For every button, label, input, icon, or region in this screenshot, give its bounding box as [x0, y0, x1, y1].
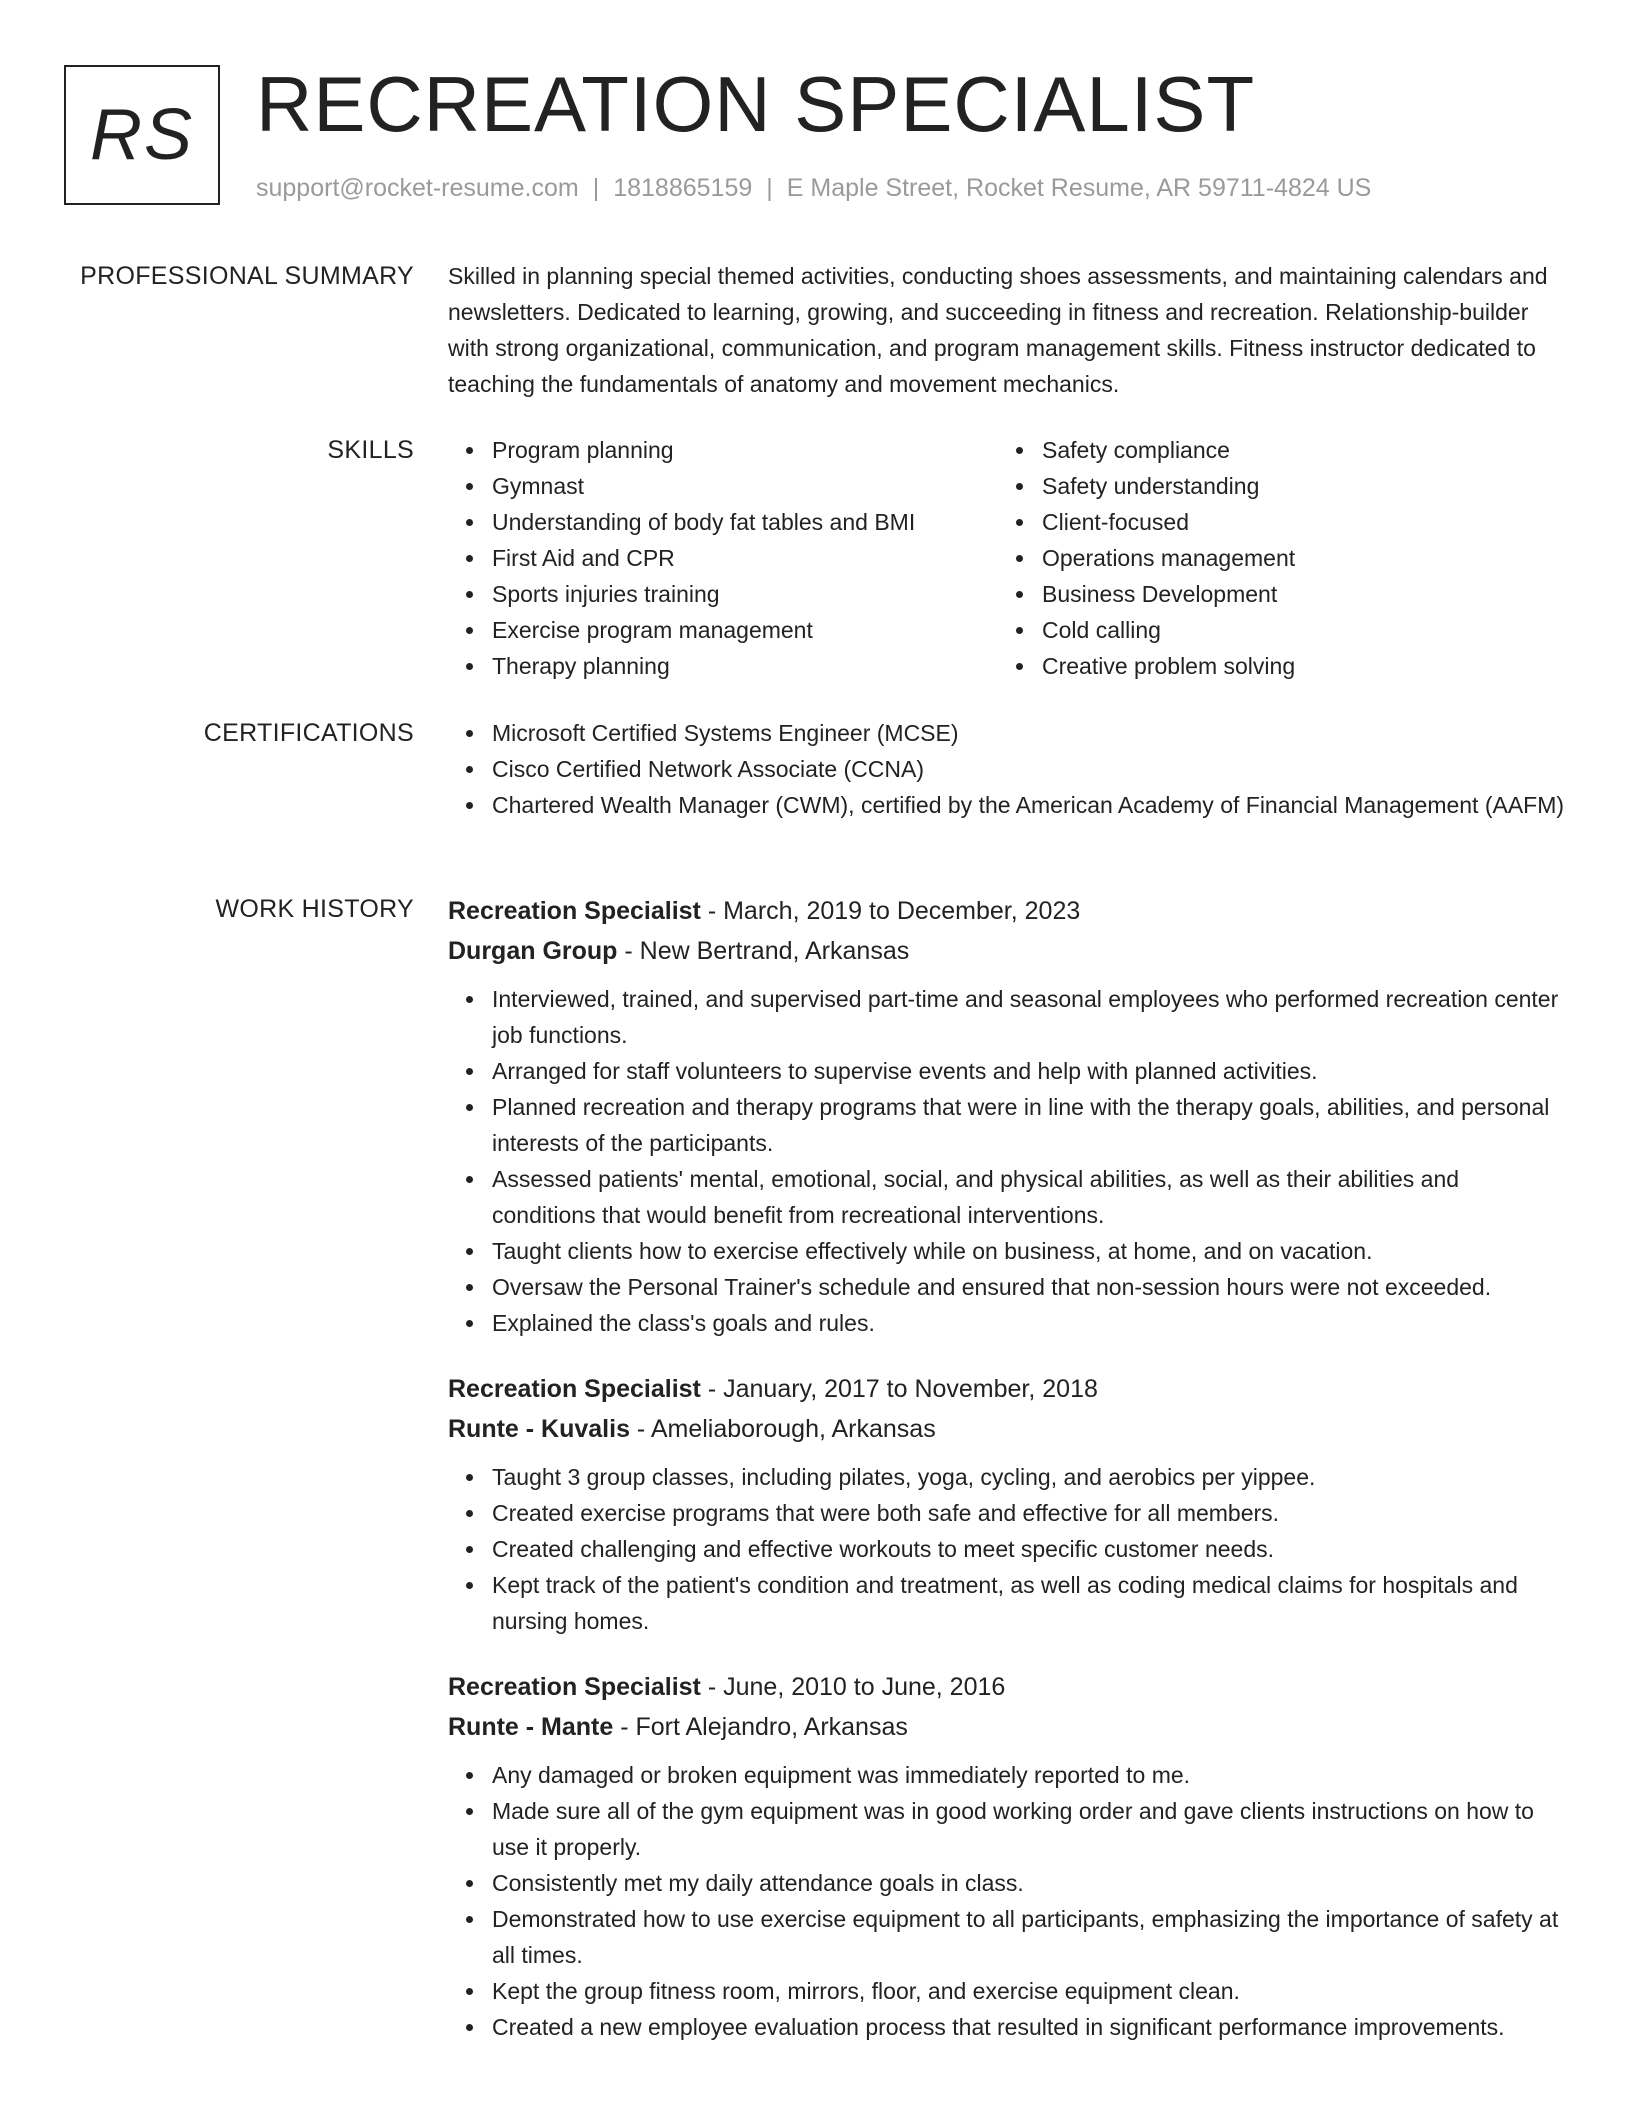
job-duty-item: Planned recreation and therapy programs that were in line with the therapy goals, abilities, and personal interests of the participants.	[448, 1089, 1568, 1161]
section-heading-certifications: CERTIFICATIONS	[203, 719, 414, 747]
certification-item: Cisco Certified Network Associate (CCNA)	[448, 751, 1568, 787]
job-entry	[448, 1667, 1568, 2045]
job-company-line	[448, 1409, 1568, 1449]
skill-item: Safety understanding	[998, 468, 1548, 504]
job-duty-item: Taught 3 group classes, including pilates, yoga, cycling, and aerobics per yippee.	[448, 1459, 1568, 1495]
section-heading-skills: SKILLS	[327, 436, 414, 464]
work-history-body	[448, 891, 1568, 2073]
resume-title: RECREATION SPECIALIST	[256, 60, 1256, 148]
section-heading-work-history: WORK HISTORY	[215, 895, 414, 923]
section-heading-summary: PROFESSIONAL SUMMARY	[80, 262, 414, 290]
skills-list-left	[448, 432, 998, 684]
job-duty-item: Explained the class's goals and rules.	[448, 1305, 1568, 1341]
job-title-line	[448, 1369, 1568, 1409]
contact-separator: |	[766, 174, 773, 202]
skill-item: Cold calling	[998, 612, 1548, 648]
job-location: - Ameliaborough, Arkansas	[629, 1415, 936, 1443]
job-company: Runte - Kuvalis	[448, 1415, 630, 1443]
skill-item: Program planning	[448, 432, 998, 468]
certification-item: Chartered Wealth Manager (CWM), certified by the American Academy of Financial Management (AAFM)	[448, 787, 1568, 823]
certification-item: Microsoft Certified Systems Engineer (MCSE)	[448, 715, 1568, 751]
job-duties-list	[448, 1459, 1568, 1639]
job-duty-item: Any damaged or broken equipment was immediately reported to me.	[448, 1757, 1568, 1793]
skill-item: Gymnast	[448, 468, 998, 504]
contact-phone[interactable]: 1818865159	[613, 174, 753, 202]
job-duty-item: Demonstrated how to use exercise equipment to all participants, emphasizing the importance of safety at all times.	[448, 1901, 1568, 1973]
job-duty-item: Created a new employee evaluation process that resulted in significant performance improvements.	[448, 2009, 1568, 2045]
skill-item: Understanding of body fat tables and BMI	[448, 504, 998, 540]
job-duties-list	[448, 981, 1568, 1341]
skill-item: Therapy planning	[448, 648, 998, 684]
job-title: Recreation Specialist	[448, 897, 701, 925]
resume-header	[64, 60, 1584, 211]
certifications-body	[448, 715, 1568, 823]
job-duties-list	[448, 1757, 1568, 2045]
job-dates: - March, 2019 to December, 2023	[700, 897, 1081, 925]
job-company: Durgan Group	[448, 937, 618, 965]
contact-email[interactable]: support@rocket-resume.com	[256, 174, 579, 202]
skills-column-left	[448, 432, 998, 684]
skills-body	[448, 432, 1568, 684]
skill-item: Sports injuries training	[448, 576, 998, 612]
summary-body	[448, 258, 1568, 402]
job-duty-item: Arranged for staff volunteers to supervise events and help with planned activities.	[448, 1053, 1568, 1089]
job-duty-item: Made sure all of the gym equipment was in good working order and gave clients instructions on how to use it properly.	[448, 1793, 1568, 1865]
job-duty-item: Assessed patients' mental, emotional, social, and physical abilities, as well as their abilities and conditions that would benefit from recreational interventions.	[448, 1161, 1568, 1233]
job-dates: - June, 2010 to June, 2016	[700, 1673, 1006, 1701]
job-duty-item: Created exercise programs that were both safe and effective for all members.	[448, 1495, 1568, 1531]
monogram-badge: RS	[64, 65, 220, 205]
skill-item: First Aid and CPR	[448, 540, 998, 576]
job-company: Runte - Mante	[448, 1713, 614, 1741]
job-duty-item: Kept the group fitness room, mirrors, floor, and exercise equipment clean.	[448, 1973, 1568, 2009]
summary-text: Skilled in planning special themed activities, conducting shoes assessments, and maintaining calendars and newsletters. Dedicated to learning, growing, and succeeding in fitness and recreation. Relationship-builder with strong organizational, communication, and program management skills. Fitness instructor dedicated to teaching the fundamentals of anatomy and movement mechanics.	[448, 263, 1548, 397]
skills-list-right	[998, 432, 1548, 684]
contact-address: E Maple Street, Rocket Resume, AR 59711-4824 US	[786, 174, 1372, 202]
job-title-line	[448, 891, 1568, 931]
job-company-line	[448, 1707, 1568, 1747]
job-duty-item: Taught clients how to exercise effectively while on business, at home, and on vacation.	[448, 1233, 1568, 1269]
job-location: - New Bertrand, Arkansas	[617, 937, 910, 965]
job-duty-item: Kept track of the patient's condition and treatment, as well as coding medical claims for hospitals and nursing homes.	[448, 1567, 1568, 1639]
job-entry	[448, 891, 1568, 1341]
skills-column-right	[998, 432, 1548, 684]
job-title-line	[448, 1667, 1568, 1707]
certifications-list	[448, 715, 1568, 823]
contact-separator: |	[592, 174, 600, 202]
job-duty-item: Oversaw the Personal Trainer's schedule and ensured that non-session hours were not exceeded.	[448, 1269, 1568, 1305]
skill-item: Business Development	[998, 576, 1548, 612]
skill-item: Operations management	[998, 540, 1548, 576]
job-duty-item: Consistently met my daily attendance goals in class.	[448, 1865, 1568, 1901]
job-duty-item: Created challenging and effective workouts to meet specific customer needs.	[448, 1531, 1568, 1567]
job-dates: - January, 2017 to November, 2018	[700, 1375, 1098, 1403]
job-company-line	[448, 931, 1568, 971]
contact-line	[256, 173, 1371, 203]
job-title: Recreation Specialist	[448, 1375, 701, 1403]
skill-item: Safety compliance	[998, 432, 1548, 468]
job-entry	[448, 1369, 1568, 1639]
skill-item: Creative problem solving	[998, 648, 1548, 684]
job-location: - Fort Alejandro, Arkansas	[613, 1713, 908, 1741]
job-title: Recreation Specialist	[448, 1673, 701, 1701]
job-duty-item: Interviewed, trained, and supervised part-time and seasonal employees who performed recreation center job functions.	[448, 981, 1568, 1053]
skill-item: Exercise program management	[448, 612, 998, 648]
skill-item: Client-focused	[998, 504, 1548, 540]
